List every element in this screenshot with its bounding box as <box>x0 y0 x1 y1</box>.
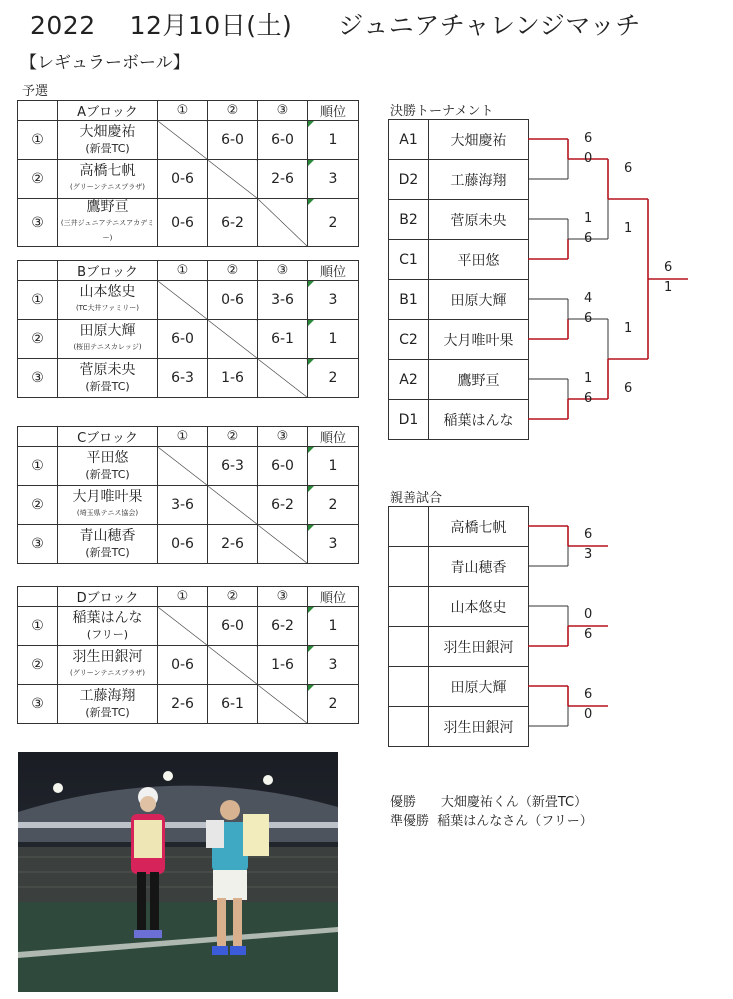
match-score: 2-6 <box>208 525 258 564</box>
player-club: (埼玉県テニス協会) <box>76 509 139 517</box>
bracket-player: 鷹野亘 <box>429 360 529 400</box>
final-results <box>390 793 593 831</box>
pool-rank: 2 <box>308 486 359 525</box>
runner-up-name: 稲葉はんなさん（フリー） <box>437 814 593 829</box>
pool-col-header: ① <box>158 101 208 121</box>
player-club: (新畳TC) <box>85 142 130 155</box>
pool-col-header: ③ <box>258 427 308 447</box>
player-number: ② <box>18 646 58 685</box>
bracket-score: 6 <box>584 131 593 146</box>
pool-rank: 2 <box>308 199 359 247</box>
player-club: (桜田テニスカレッジ) <box>73 343 142 351</box>
match-score: 6-0 <box>258 121 308 160</box>
bracket-player: 大月唯叶果 <box>429 320 529 360</box>
pool-rank: 3 <box>308 160 359 199</box>
bracket-player: 平田悠 <box>429 240 529 280</box>
pool-rank: 3 <box>308 281 359 320</box>
player-number: ② <box>18 486 58 525</box>
player-club: (三井ジュニアテニスアカデミー) <box>60 219 155 242</box>
pool-col-header: 順位 <box>308 427 359 447</box>
player-club: (新畳TC) <box>85 546 130 559</box>
event-name: ジュニアチャレンジマッチ <box>338 11 641 40</box>
player-club: (グリーンテニスプラザ) <box>69 183 146 191</box>
bracket-seed: A1 <box>389 120 429 160</box>
pool-col-header: ② <box>208 101 258 121</box>
match-score: 6-0 <box>158 320 208 359</box>
bracket-score: 6 <box>624 161 633 176</box>
player-number: ② <box>18 160 58 199</box>
pool-rank: 2 <box>308 359 359 398</box>
bracket-score: 6 <box>584 231 593 246</box>
pool-name: Dブロック <box>58 587 158 607</box>
player-name: 羽生田銀河 <box>72 649 143 665</box>
bracket-score: 6 <box>624 381 633 396</box>
friendly-score: 0 <box>584 707 593 722</box>
match-score: 0-6 <box>158 646 208 685</box>
match-score: 6-2 <box>208 199 258 247</box>
friendly-label: 親善試合 <box>390 491 443 506</box>
player-number: ① <box>18 281 58 320</box>
runner-up-label: 準優勝 <box>390 814 430 829</box>
runner-up-line <box>390 812 593 831</box>
match-score: 0-6 <box>158 525 208 564</box>
bracket-player: 菅原未央 <box>429 200 529 240</box>
match-score: 3-6 <box>158 486 208 525</box>
winner-line <box>390 793 593 812</box>
winner-name: 大畑慶祐くん（新畳TC） <box>440 795 588 810</box>
player-name: 菅原未央 <box>79 362 136 378</box>
match-score: 6-3 <box>208 447 258 486</box>
match-score: 2-6 <box>158 685 208 724</box>
friendly-player: 田原大輝 <box>429 667 529 707</box>
player-number: ③ <box>18 359 58 398</box>
pool-col-header: 順位 <box>308 587 359 607</box>
player-club: (新畳TC) <box>85 380 130 393</box>
friendly-score: 6 <box>584 527 593 542</box>
match-score: 3-6 <box>258 281 308 320</box>
match-score: 6-1 <box>258 320 308 359</box>
pool-col-header: ③ <box>258 261 308 281</box>
bracket-player: 工藤海翔 <box>429 160 529 200</box>
pool-rank: 1 <box>308 607 359 646</box>
match-score: 6-1 <box>208 685 258 724</box>
player-number: ③ <box>18 685 58 724</box>
bracket-score: 1 <box>664 280 673 295</box>
player-club: (新畳TC) <box>85 706 130 719</box>
player-number: ① <box>18 447 58 486</box>
pool-col-header: ② <box>208 587 258 607</box>
friendly-player: 青山穂香 <box>429 547 529 587</box>
bracket-seed: A2 <box>389 360 429 400</box>
match-score: 6-3 <box>158 359 208 398</box>
final-label: 決勝トーナメント <box>390 104 494 119</box>
match-score: 1-6 <box>258 646 308 685</box>
player-number: ③ <box>18 525 58 564</box>
bracket-score: 1 <box>624 321 633 336</box>
pool-rank: 1 <box>308 447 359 486</box>
prelim-label: 予選 <box>22 84 49 99</box>
match-score: 1-6 <box>208 359 258 398</box>
pool-col-header: ① <box>158 427 208 447</box>
award-photo <box>18 752 338 992</box>
pool-rank: 1 <box>308 121 359 160</box>
player-name: 大月唯叶果 <box>72 489 143 505</box>
pool-rank: 3 <box>308 646 359 685</box>
player-club: (グリーンテニスプラザ) <box>69 669 146 677</box>
bracket-seed: B2 <box>389 200 429 240</box>
bracket-player: 稲葉はんな <box>429 400 529 440</box>
player-club: (TC大井ファミリー) <box>75 304 140 312</box>
bracket-seed: D2 <box>389 160 429 200</box>
pool-rank: 2 <box>308 685 359 724</box>
winner-label: 優勝 <box>390 795 417 810</box>
pool-name: Cブロック <box>58 427 158 447</box>
bracket-seed: D1 <box>389 400 429 440</box>
player-name: 稲葉はんな <box>72 610 143 626</box>
bracket-score: 1 <box>584 371 593 386</box>
pool-name: Aブロック <box>58 101 158 121</box>
pool-rank: 3 <box>308 525 359 564</box>
award-photo-image <box>18 752 338 992</box>
pool-col-header: ③ <box>258 101 308 121</box>
match-score: 6-0 <box>208 121 258 160</box>
pool-col-header: 順位 <box>308 101 359 121</box>
match-score: 0-6 <box>208 281 258 320</box>
bracket-score: 6 <box>584 391 593 406</box>
friendly-player: 山本悠史 <box>429 587 529 627</box>
player-number: ① <box>18 607 58 646</box>
player-name: 青山穂香 <box>79 528 136 544</box>
match-score: 6-0 <box>258 447 308 486</box>
friendly-score: 3 <box>584 547 593 562</box>
bracket-player: 大畑慶祐 <box>429 120 529 160</box>
player-name: 鷹野亘 <box>86 199 129 215</box>
player-name: 山本悠史 <box>79 284 136 300</box>
match-score: 0-6 <box>158 160 208 199</box>
player-name: 平田悠 <box>86 450 129 466</box>
friendly-player: 高橋七帆 <box>429 507 529 547</box>
friendly-score: 6 <box>584 687 593 702</box>
bracket-seed: C1 <box>389 240 429 280</box>
ball-category: 【レギュラーボール】 <box>20 53 190 73</box>
event-date: 2022 12月10日(土) <box>30 11 293 40</box>
player-name: 高橋七帆 <box>79 163 136 179</box>
bracket-seed: C2 <box>389 320 429 360</box>
bracket-score: 6 <box>664 260 673 275</box>
player-number: ① <box>18 121 58 160</box>
pool-col-header: ① <box>158 261 208 281</box>
pool-col-header: ② <box>208 427 258 447</box>
pool-col-header: ① <box>158 587 208 607</box>
pool-col-header: ② <box>208 261 258 281</box>
friendly-player: 羽生田銀河 <box>429 707 529 747</box>
friendly-player: 羽生田銀河 <box>429 627 529 667</box>
player-club: (新畳TC) <box>85 468 130 481</box>
bracket-seed: B1 <box>389 280 429 320</box>
pool-col-header: 順位 <box>308 261 359 281</box>
match-score: 6-0 <box>208 607 258 646</box>
match-score: 6-2 <box>258 486 308 525</box>
bracket-score: 1 <box>584 211 593 226</box>
pool-name: Bブロック <box>58 261 158 281</box>
pool-rank: 1 <box>308 320 359 359</box>
match-score: 0-6 <box>158 199 208 247</box>
player-name: 田原大輝 <box>79 323 136 339</box>
bracket-score: 6 <box>584 311 593 326</box>
match-score: 6-2 <box>258 607 308 646</box>
pool-col-header: ③ <box>258 587 308 607</box>
friendly-score: 6 <box>584 627 593 642</box>
bracket-score: 4 <box>584 291 593 306</box>
player-number: ② <box>18 320 58 359</box>
match-score: 2-6 <box>258 160 308 199</box>
player-name: 工藤海翔 <box>79 688 136 704</box>
friendly-score: 0 <box>584 607 593 622</box>
player-club: (フリー) <box>86 628 129 641</box>
bracket-player: 田原大輝 <box>429 280 529 320</box>
bracket-score: 1 <box>624 221 633 236</box>
player-number: ③ <box>18 199 58 247</box>
bracket-score: 0 <box>584 151 593 166</box>
player-name: 大畑慶祐 <box>79 124 136 140</box>
